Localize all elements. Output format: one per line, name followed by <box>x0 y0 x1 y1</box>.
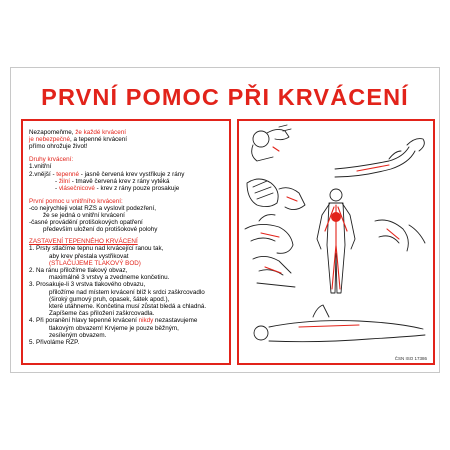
instructions-panel <box>21 119 231 365</box>
sign-title: PRVNÍ POMOC PŘI KRVÁCENÍ <box>41 84 409 110</box>
step4a: 4. Při poranění hlavy tepenné krvácení <box>29 317 139 325</box>
thigh-pressure-drawing <box>375 220 425 251</box>
intro <box>29 129 229 151</box>
step1c: (STLAČUJEME TLAKOVÝ BOD) <box>49 259 141 267</box>
step2a: 2. Na ránu přiložíme tlakový obvaz, <box>29 266 128 274</box>
arterial-heading: ZASTAVENÍ TEPENNÉHO KRVÁCENÍ <box>29 238 138 246</box>
intro-d: , a tepenné krvácení <box>69 136 128 144</box>
types-venous-label: žilní <box>58 177 71 185</box>
types-arterial-desc: - jasně červená krev vystřikuje z rány <box>79 170 185 178</box>
standard-label: ČSN ISO 17386 <box>394 356 427 361</box>
internal-l2: že se jedná o vnitřní krvácení <box>43 212 125 220</box>
arterial-section <box>29 238 229 346</box>
internal-l1: -co nejrychleji volat RZS a vyslovit podezření, <box>29 204 157 212</box>
illustration-panel <box>237 119 435 365</box>
step2b: maximálně 3 vrstvy a zvedneme končetinu. <box>49 274 170 282</box>
groin-pressure-drawing <box>245 215 293 254</box>
step4d: tlakovým obvazem! Krvjeme je pouze běžným, <box>49 324 179 332</box>
instructions-text <box>29 129 229 352</box>
leg-pressure-drawing <box>253 256 295 287</box>
types-section <box>29 156 229 192</box>
types-capillary-label: vlásečnicové <box>58 184 95 192</box>
step1a: 1. Prsty stlačíme tepnu nad krvácející ranou tak, <box>29 245 164 253</box>
step3e: Zapíšeme čas přiložení zaškrcovadla. <box>49 310 155 318</box>
types-internal: 1.vnitřní <box>29 163 52 171</box>
step1b: aby krev přestala vystřikovat <box>49 252 129 260</box>
step4e: zesíleným obvazem. <box>49 331 107 339</box>
intro-e: přímo ohrožuje život! <box>29 143 88 151</box>
heart-icon <box>331 212 341 222</box>
internal-heading: První pomoc u vnitřního krvácení: <box>29 197 123 205</box>
step3d: které utáhneme. Končetina musí zůstat bledá a chladná. <box>49 302 207 310</box>
step3b: přiložíme nad místem krvácení blíž k srdci zaškrcovadlo <box>49 288 205 296</box>
first-aid-sign <box>10 67 440 373</box>
types-venous-desc: - tmavě červená krev z rány vytéká <box>70 177 170 185</box>
step3a: 3. Prosakuje-li 3 vrstva tlakového obvazu, <box>29 281 146 289</box>
hand-pressure-drawing <box>247 179 305 210</box>
step3c: (široký gumový pruh, opasek, šátek apod.), <box>49 295 170 303</box>
lying-person-drawing <box>254 305 425 342</box>
neck-pressure-drawing <box>252 125 291 161</box>
intro-b: že každé krvácení <box>75 129 126 136</box>
types-external: 2.vnější - <box>29 170 57 178</box>
types-arterial-label: tepenné <box>56 170 80 178</box>
dash: - <box>55 177 59 185</box>
arm-pressure-drawing <box>335 139 424 177</box>
dash: - <box>55 184 59 192</box>
step4c: nezastavujeme <box>153 317 198 325</box>
internal-section <box>29 198 229 234</box>
internal-l4: především uložení do protišokové polohy <box>43 226 158 234</box>
pressure-points-illustration <box>239 121 433 363</box>
intro-a: Nezapomeňme, <box>29 129 76 136</box>
step5: 5. Přivoláme RZP. <box>29 338 80 346</box>
intro-c: je nebezpečné <box>29 136 70 144</box>
internal-l3: -časné provádění protišokových opatření <box>29 219 143 227</box>
types-capillary-desc: - krev z rány pouze prosakuje <box>94 184 180 192</box>
types-heading: Druhy krvácení: <box>29 156 74 164</box>
step4-never: nikdy <box>138 317 154 325</box>
